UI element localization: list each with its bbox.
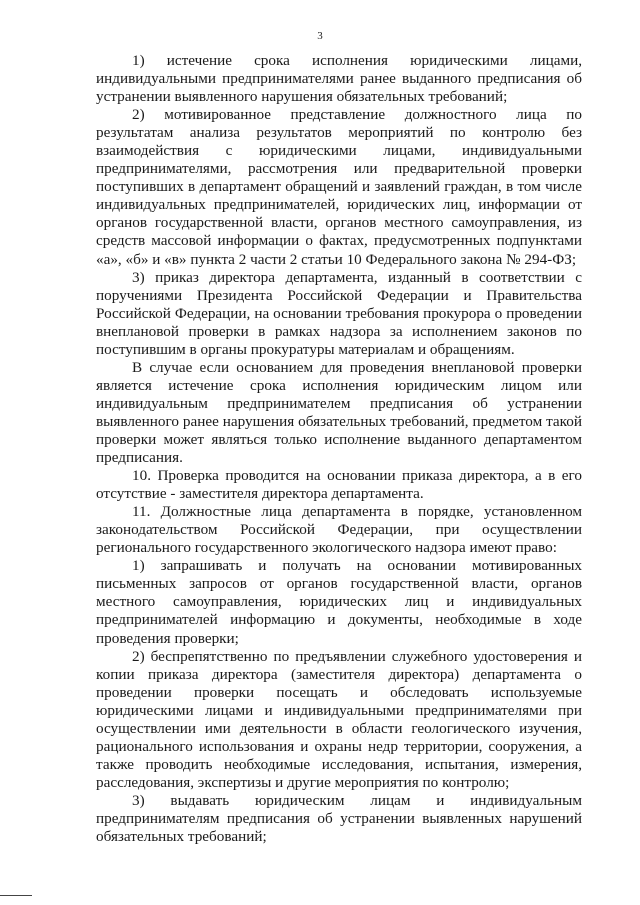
paragraph-9: 3) выдавать юридическим лицам и индивидуальным предпринимателям предписания об устранении выявленных нарушений обязательных требований; (96, 791, 582, 846)
footer-divider (0, 895, 32, 896)
paragraph-1: 1) истечение срока исполнения юридическими лицами, индивидуальными предпринимателями ранее выданного предписания об устранении выявленного нарушения обязательных требований; (96, 52, 582, 106)
paragraph-4: В случае если основанием для проведения внеплановой проверки является истечение срока исполнения юридическим лицом или индивидуальным предпринимателем предписания об устранении выявленного ранее нарушения обязательных требований, предметом такой проверки может являться только исполнение выданного департаментом предписания. (96, 358, 582, 467)
page-number: 3 (317, 30, 323, 42)
paragraph-2: 2) мотивированное представление должностного лица по результатам анализа результатов мероприятий по контролю без взаимодействия с юридическими лицами, индивидуальными предпринимателями, рассмотрения или предварительной проверки поступивших в департамент обращений и заявлений граждан, в том числе индивидуальных предпринимателей, юридических лиц, информации от органов государственной власти, органов местного самоуправления, из средств массовой информации о фактах, предусмотренных подпунктами «а», «б» и «в» пункта 2 части 2 статьи 10 Федерального закона № 294-ФЗ; (96, 106, 582, 268)
paragraph-3: 3) приказ директора департамента, изданный в соответствии с поручениями Президента Российской Федерации и Правительства Российской Федерации, на основании требования прокурора о проведении внеплановой проверки в рамках надзора за исполнением законов по поступившим в органы прокуратуры материалам и обращениям. (96, 268, 582, 358)
document-body (96, 52, 582, 846)
paragraph-8: 2) беспрепятственно по предъявлении служебного удостоверения и копии приказа директора (заместителя директора) департамента о проведении проверки посещать и обследовать используемые юридическими лицами и индивидуальными предпринимателями при осуществлении ими деятельности в области геологического изучения, рационального использования и охраны недр территории, сооружения, а также проводить необходимые исследования, испытания, измерения, расследования, экспертизы и другие мероприятия по контролю; (96, 647, 582, 791)
paragraph-7: 1) запрашивать и получать на основании мотивированных письменных запросов от органов государственной власти, органов местного самоуправления, юридических лиц и индивидуальных предпринимателей информацию и документы, необходимые в ходе проведения проверки; (96, 557, 582, 647)
paragraph-5: 10. Проверка проводится на основании приказа директора, а в его отсутствие - заместителя директора департамента. (96, 467, 582, 503)
paragraph-6: 11. Должностные лица департамента в порядке, установленном законодательством Российской Федерации, при осуществлении регионального государственного экологического надзора имеют право: (96, 503, 582, 557)
